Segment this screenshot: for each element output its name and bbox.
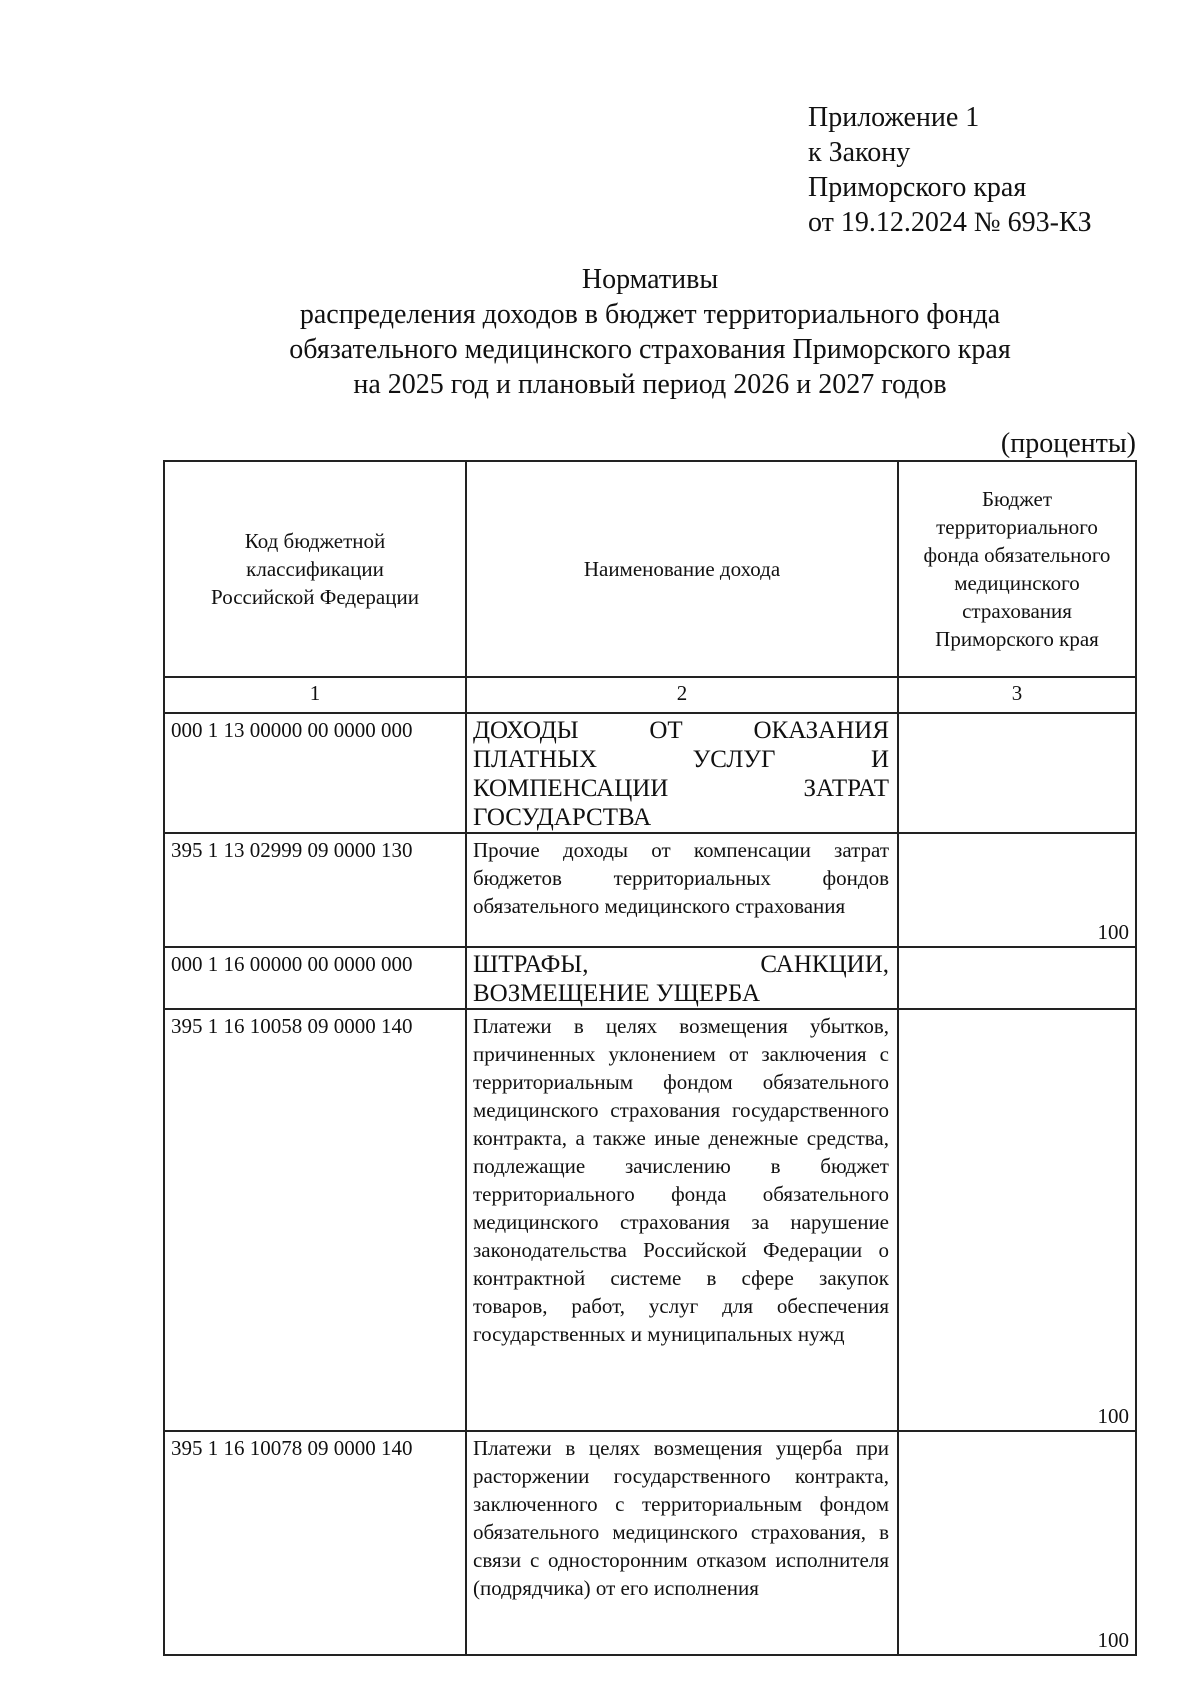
revenue-table <box>163 460 1137 1656</box>
table-row <box>164 713 1136 833</box>
header-income-name <box>466 461 898 677</box>
table-row <box>164 1009 1136 1431</box>
title-line-2: распределения доходов в бюджет территориального фонда <box>299 299 1001 330</box>
table-header-row <box>164 461 1136 677</box>
norm-value-cell <box>898 947 1136 1009</box>
header-income-name-text: Наименование дохода <box>583 557 781 581</box>
norm-value-cell: 100 <box>898 833 1136 947</box>
budget-code-cell: 395 1 16 10058 09 0000 140 <box>164 1009 466 1431</box>
norm-value-cell: 100 <box>898 1009 1136 1431</box>
table-row <box>164 1431 1136 1655</box>
table-row <box>164 947 1136 1009</box>
appendix-date-number: от 19.12.2024 № 693-КЗ <box>808 207 1092 238</box>
income-name-cell: ШТРАФЫ, САНКЦИИ, ВОЗМЕЩЕНИЕ УЩЕРБА <box>466 947 898 1009</box>
income-name-cell: ДОХОДЫ ОТ ОКАЗАНИЯ ПЛАТНЫХ УСЛУГ И КОМПЕНСАЦИИ ЗАТРАТ ГОСУДАРСТВА <box>466 713 898 833</box>
budget-code-cell: 395 1 13 02999 09 0000 130 <box>164 833 466 947</box>
appendix-law: к Закону <box>808 137 911 168</box>
title-line-4: на 2025 год и плановый период 2026 и 2027 годов <box>353 369 947 400</box>
norm-value-cell <box>898 713 1136 833</box>
budget-code-cell: 395 1 16 10078 09 0000 140 <box>164 1431 466 1655</box>
title-line-1: Нормативы <box>581 264 719 295</box>
norm-value-cell: 100 <box>898 1431 1136 1655</box>
table-row <box>164 833 1136 947</box>
appendix-label: Приложение 1 <box>808 102 980 133</box>
column-number: 1 <box>164 677 466 713</box>
income-name-cell: Платежи в целях возмещения ущерба при расторжении государственного контракта, заключенного с территориальным фондом обязательного медицинского страхования, в связи с односторонним отказом исполнителя (подрядчика) от его исполнения <box>466 1431 898 1655</box>
column-number: 2 <box>466 677 898 713</box>
header-budget-code-text: Код бюджетной классификации Российской Федерации <box>211 529 419 609</box>
budget-code-cell: 000 1 13 00000 00 0000 000 <box>164 713 466 833</box>
budget-code-cell: 000 1 16 00000 00 0000 000 <box>164 947 466 1009</box>
document-title <box>160 262 1140 402</box>
units-label: (проценты) <box>1000 428 1136 459</box>
appendix-reference <box>808 100 1092 240</box>
column-number: 3 <box>898 677 1136 713</box>
header-fund-budget <box>898 461 1136 677</box>
title-line-3: обязательного медицинского страхования Приморского края <box>289 334 1011 365</box>
appendix-region: Приморского края <box>808 172 1027 203</box>
column-numbers-row <box>164 677 1136 713</box>
income-name-cell: Платежи в целях возмещения убытков, причиненных уклонением от заключения с территориальным фондом обязательного медицинского страхования государственного контракта, а также иные денежные средства, подлежащие зачислению в бюджет территориального фонда обязательного медицинского страхования за нарушение законодательства Российской Федерации о контрактной системе в сфере закупок товаров, работ, услуг для обеспечения государственных и муниципальных нужд <box>466 1009 898 1431</box>
income-name-cell: Прочие доходы от компенсации затрат бюджетов территориальных фондов обязательного медицинского страхования <box>466 833 898 947</box>
header-budget-code <box>164 461 466 677</box>
header-fund-budget-text: Бюджет территориального фонда обязательного медицинского страхования Приморского края <box>923 487 1111 651</box>
